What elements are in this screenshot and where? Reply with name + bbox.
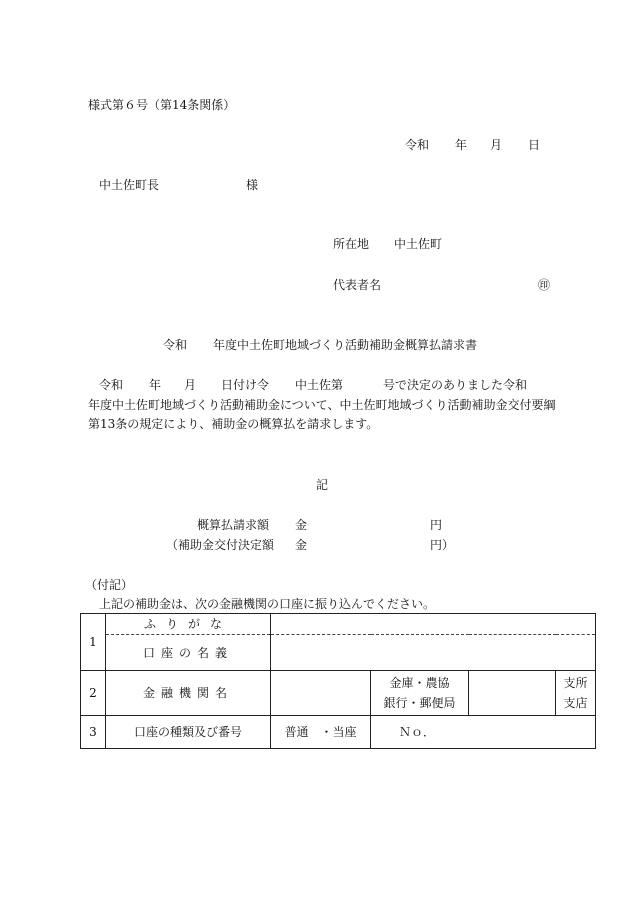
branch-type-line2: 支店	[563, 696, 588, 710]
institution-type-line1: 金庫・農協	[389, 676, 450, 690]
date-year: 年	[455, 138, 468, 152]
row2-number: 2	[81, 671, 106, 716]
seal-mark: ㊞	[538, 278, 551, 292]
addressee-honorific: 様	[246, 178, 259, 192]
furigana-label: ふりがな	[106, 614, 271, 635]
account-name-field[interactable]	[271, 635, 596, 671]
body-line1-rest: 号で決定のありました令和	[383, 378, 528, 392]
representative-label: 代表者名	[333, 278, 382, 292]
institution-type	[371, 671, 469, 716]
decided-amount-kin: 金	[295, 538, 308, 552]
body-era: 令和	[99, 378, 124, 392]
address-label: 所在地	[333, 237, 370, 251]
body-year: 年	[149, 378, 162, 392]
furigana-field[interactable]	[271, 614, 596, 635]
request-amount-kin: 金	[295, 518, 308, 532]
account-number-label: Ｎｏ．	[399, 725, 436, 739]
request-amount-label: 概算払請求額	[197, 518, 270, 532]
request-amount-yen: 円	[430, 518, 443, 532]
account-name-label: 口座の名義	[106, 635, 271, 671]
form-number: 様式第６号（第14条関係）	[88, 98, 236, 112]
branch-type	[556, 671, 596, 716]
decided-amount-label: （補助金交付決定額	[166, 538, 275, 552]
bank-account-table	[80, 613, 596, 749]
branch-name-field[interactable]	[469, 671, 556, 716]
institution-name-field[interactable]	[271, 671, 371, 716]
account-number-field[interactable]	[371, 716, 596, 749]
row1-number: 1	[81, 614, 106, 671]
institution-label: 金融機関名	[106, 671, 271, 716]
note-text: 上記の補助金は、次の金融機関の口座に振り込んでください。	[99, 597, 436, 611]
institution-type-line2: 銀行・郵便局	[383, 696, 456, 710]
date-era: 令和	[405, 138, 430, 152]
title-era: 令和	[163, 338, 188, 352]
account-types: 普通 ・当座	[271, 716, 371, 749]
note-heading: （付記）	[85, 578, 134, 592]
body-month: 月	[184, 378, 197, 392]
body-line3: 第13条の規定により、補助金の概算払を請求します。	[88, 417, 379, 431]
address-value: 中土佐町	[394, 237, 443, 251]
date-month: 月	[490, 138, 503, 152]
row3-number: 3	[81, 716, 106, 749]
account-type-label: 口座の種類及び番号	[106, 716, 271, 749]
addressee-name: 中土佐町長	[99, 178, 160, 192]
body-line2: 年度中土佐町地域づくり活動補助金について、中土佐町地域づくり活動補助金交付要綱	[88, 398, 556, 412]
branch-type-line1: 支所	[563, 676, 588, 690]
body-date: 日付け令	[221, 378, 270, 392]
title-text: 年度中土佐町地域づくり活動補助金概算払請求書	[213, 338, 478, 352]
ki-heading: 記	[316, 478, 329, 492]
body-number-prefix: 中土佐第	[295, 378, 344, 392]
date-day: 日	[528, 138, 541, 152]
decided-amount-yen: 円）	[430, 538, 455, 552]
